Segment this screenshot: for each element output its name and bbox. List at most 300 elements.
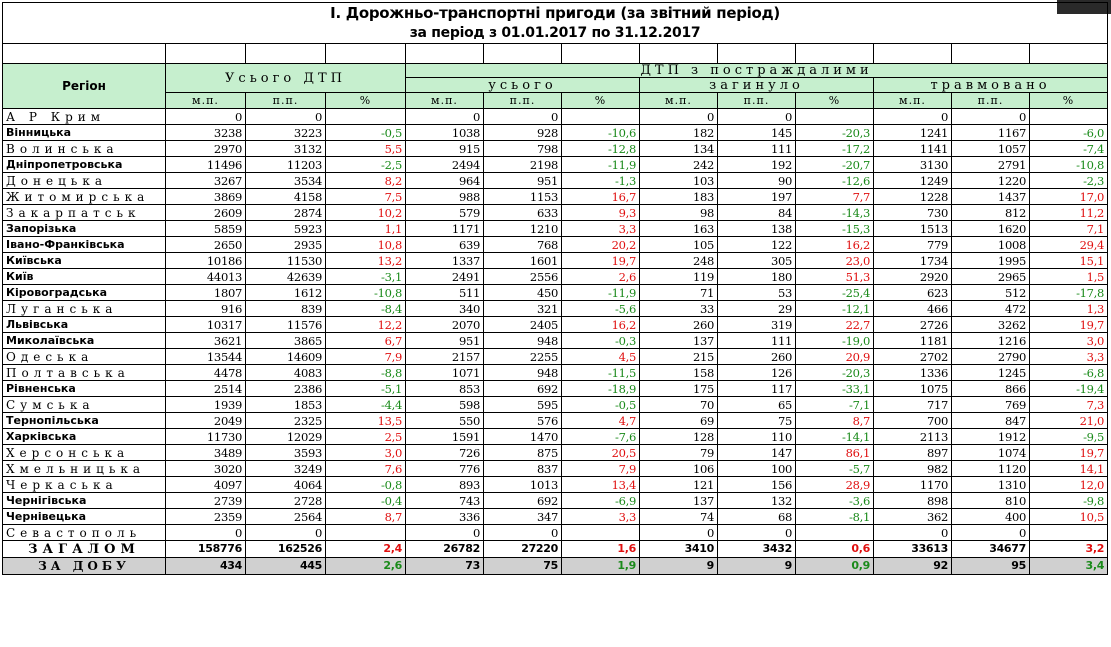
total-row <box>3 541 1108 558</box>
value-cell: 964 <box>406 173 484 189</box>
table-row <box>3 525 1108 541</box>
percent-cell: -17,8 <box>1030 285 1108 301</box>
table-row <box>3 285 1108 301</box>
value-cell: 692 <box>484 381 562 397</box>
value-cell: 260 <box>640 317 718 333</box>
percent-cell: 3,3 <box>562 221 640 237</box>
region-name: Запорізька <box>3 221 166 237</box>
table-row <box>3 445 1108 461</box>
value-cell: 1008 <box>952 237 1030 253</box>
value-cell: 2564 <box>246 509 326 525</box>
value-cell: 9 <box>718 558 796 575</box>
value-cell: 111 <box>718 333 796 349</box>
subheader-injured-pct: % <box>1030 93 1108 109</box>
value-cell: 1057 <box>952 141 1030 157</box>
value-cell: 122 <box>718 237 796 253</box>
table-body <box>3 109 1108 575</box>
day-row <box>3 558 1108 575</box>
value-cell: 147 <box>718 445 796 461</box>
value-cell: 466 <box>874 301 952 317</box>
value-cell: 33613 <box>874 541 952 558</box>
percent-cell: -8,1 <box>796 509 874 525</box>
value-cell: 769 <box>952 397 1030 413</box>
percent-cell: 29,4 <box>1030 237 1108 253</box>
value-cell: 639 <box>406 237 484 253</box>
value-cell: 156 <box>718 477 796 493</box>
percent-cell: 11,2 <box>1030 205 1108 221</box>
value-cell: 1620 <box>952 221 1030 237</box>
value-cell: 768 <box>484 237 562 253</box>
value-cell: 3238 <box>166 125 246 141</box>
percent-cell: -14,3 <box>796 205 874 221</box>
value-cell: 75 <box>718 413 796 429</box>
percent-cell: 7,3 <box>1030 397 1108 413</box>
subheader-row <box>3 93 1108 109</box>
value-cell: 700 <box>874 413 952 429</box>
percent-cell: 13,4 <box>562 477 640 493</box>
value-cell: 743 <box>406 493 484 509</box>
percent-cell <box>796 525 874 541</box>
subheader-injured-mp: м.п. <box>874 93 952 109</box>
value-cell: 3869 <box>166 189 246 205</box>
value-cell: 3020 <box>166 461 246 477</box>
percent-cell: -10,8 <box>1030 157 1108 173</box>
value-cell: 138 <box>718 221 796 237</box>
value-cell: 812 <box>952 205 1030 221</box>
percent-cell: 20,5 <box>562 445 640 461</box>
value-cell: 79 <box>640 445 718 461</box>
percent-cell: 19,7 <box>562 253 640 269</box>
value-cell: 916 <box>166 301 246 317</box>
value-cell: 13544 <box>166 349 246 365</box>
value-cell: 11576 <box>246 317 326 333</box>
value-cell: 0 <box>640 525 718 541</box>
value-cell: 1210 <box>484 221 562 237</box>
value-cell: 27220 <box>484 541 562 558</box>
region-name: Сумська <box>3 397 166 413</box>
value-cell: 853 <box>406 381 484 397</box>
value-cell: 44013 <box>166 269 246 285</box>
value-cell: 1337 <box>406 253 484 269</box>
value-cell: 5923 <box>246 221 326 237</box>
percent-cell: 20,9 <box>796 349 874 365</box>
value-cell: 2702 <box>874 349 952 365</box>
percent-cell: -2,3 <box>1030 173 1108 189</box>
value-cell: 0 <box>874 109 952 125</box>
value-cell: 145 <box>718 125 796 141</box>
table-row <box>3 509 1108 525</box>
percent-cell: 15,1 <box>1030 253 1108 269</box>
value-cell: 362 <box>874 509 952 525</box>
value-cell: 92 <box>874 558 952 575</box>
value-cell: 2255 <box>484 349 562 365</box>
percent-cell: 3,2 <box>1030 541 1108 558</box>
value-cell: 182 <box>640 125 718 141</box>
value-cell: 3534 <box>246 173 326 189</box>
percent-cell: 10,5 <box>1030 509 1108 525</box>
subheader-all-pct: % <box>562 93 640 109</box>
value-cell: 1170 <box>874 477 952 493</box>
value-cell: 0 <box>874 525 952 541</box>
percent-cell: -15,3 <box>796 221 874 237</box>
value-cell: 1310 <box>952 477 1030 493</box>
value-cell: 10317 <box>166 317 246 333</box>
value-cell: 11203 <box>246 157 326 173</box>
table-row <box>3 365 1108 381</box>
value-cell: 623 <box>874 285 952 301</box>
value-cell: 134 <box>640 141 718 157</box>
percent-cell: -14,1 <box>796 429 874 445</box>
value-cell: 110 <box>718 429 796 445</box>
percent-cell: 7,7 <box>796 189 874 205</box>
value-cell: 0 <box>246 109 326 125</box>
value-cell: 347 <box>484 509 562 525</box>
region-name: А Р Крим <box>3 109 166 125</box>
value-cell: 2726 <box>874 317 952 333</box>
percent-cell: 4,7 <box>562 413 640 429</box>
value-cell: 128 <box>640 429 718 445</box>
region-name: ЗА ДОБУ <box>3 558 166 575</box>
value-cell: 260 <box>718 349 796 365</box>
header-all: усього <box>406 78 640 93</box>
percent-cell: 1,9 <box>562 558 640 575</box>
percent-cell: 12,2 <box>326 317 406 333</box>
value-cell: 897 <box>874 445 952 461</box>
value-cell: 450 <box>484 285 562 301</box>
value-cell: 1912 <box>952 429 1030 445</box>
value-cell: 2494 <box>406 157 484 173</box>
percent-cell: 7,9 <box>326 349 406 365</box>
region-name: Херсонська <box>3 445 166 461</box>
value-cell: 34677 <box>952 541 1030 558</box>
value-cell: 119 <box>640 269 718 285</box>
table-row <box>3 109 1108 125</box>
value-cell: 579 <box>406 205 484 221</box>
value-cell: 14609 <box>246 349 326 365</box>
table-row <box>3 173 1108 189</box>
percent-cell: 2,6 <box>562 269 640 285</box>
subheader-killed-pct: % <box>796 93 874 109</box>
value-cell: 951 <box>484 173 562 189</box>
percent-cell: 7,9 <box>562 461 640 477</box>
percent-cell: -12,1 <box>796 301 874 317</box>
percent-cell: 3,4 <box>1030 558 1108 575</box>
table-row <box>3 493 1108 509</box>
region-name: Дніпропетровська <box>3 157 166 173</box>
percent-cell: -19,0 <box>796 333 874 349</box>
value-cell: 982 <box>874 461 952 477</box>
value-cell: 12029 <box>246 429 326 445</box>
value-cell: 550 <box>406 413 484 429</box>
value-cell: 1807 <box>166 285 246 301</box>
value-cell: 4083 <box>246 365 326 381</box>
value-cell: 70 <box>640 397 718 413</box>
percent-cell: 0,6 <box>796 541 874 558</box>
value-cell: 9 <box>640 558 718 575</box>
value-cell: 75 <box>484 558 562 575</box>
value-cell: 3865 <box>246 333 326 349</box>
header-region: Регіон <box>3 64 166 109</box>
region-name: Житомирська <box>3 189 166 205</box>
value-cell: 988 <box>406 189 484 205</box>
percent-cell: 8,7 <box>796 413 874 429</box>
value-cell: 1228 <box>874 189 952 205</box>
value-cell: 898 <box>874 493 952 509</box>
value-cell: 948 <box>484 365 562 381</box>
value-cell: 162526 <box>246 541 326 558</box>
percent-cell: 10,8 <box>326 237 406 253</box>
value-cell: 0 <box>166 525 246 541</box>
percent-cell <box>796 109 874 125</box>
value-cell: 717 <box>874 397 952 413</box>
value-cell: 1167 <box>952 125 1030 141</box>
percent-cell: 1,6 <box>562 541 640 558</box>
percent-cell: -6,8 <box>1030 365 1108 381</box>
value-cell: 95 <box>952 558 1030 575</box>
percent-cell: 14,1 <box>1030 461 1108 477</box>
value-cell: 3249 <box>246 461 326 477</box>
value-cell: 730 <box>874 205 952 221</box>
percent-cell: 86,1 <box>796 445 874 461</box>
value-cell: 595 <box>484 397 562 413</box>
value-cell: 3432 <box>718 541 796 558</box>
value-cell: 847 <box>952 413 1030 429</box>
value-cell: 126 <box>718 365 796 381</box>
region-name: Миколаївська <box>3 333 166 349</box>
value-cell: 29 <box>718 301 796 317</box>
value-cell: 65 <box>718 397 796 413</box>
percent-cell: 3,3 <box>562 509 640 525</box>
percent-cell: -9,5 <box>1030 429 1108 445</box>
region-name: Київ <box>3 269 166 285</box>
value-cell: 2650 <box>166 237 246 253</box>
percent-cell: -0,5 <box>562 397 640 413</box>
value-cell: 2935 <box>246 237 326 253</box>
table-row <box>3 205 1108 221</box>
value-cell: 1995 <box>952 253 1030 269</box>
percent-cell <box>326 525 406 541</box>
value-cell: 633 <box>484 205 562 221</box>
header-killed: загинуло <box>640 78 874 93</box>
value-cell: 1181 <box>874 333 952 349</box>
percent-cell <box>1030 525 1108 541</box>
region-name: Івано-Франківська <box>3 237 166 253</box>
region-name: Київська <box>3 253 166 269</box>
percent-cell: 0,9 <box>796 558 874 575</box>
percent-cell: 7,6 <box>326 461 406 477</box>
region-name: Харківська <box>3 429 166 445</box>
value-cell: 2965 <box>952 269 1030 285</box>
value-cell: 2491 <box>406 269 484 285</box>
region-name: Полтавська <box>3 365 166 381</box>
value-cell: 1513 <box>874 221 952 237</box>
percent-cell: -12,6 <box>796 173 874 189</box>
report-period: за період з 01.01.2017 по 31.12.2017 <box>3 23 1108 44</box>
table-row <box>3 253 1108 269</box>
subheader-killed-pp: п.п. <box>718 93 796 109</box>
percent-cell: -9,8 <box>1030 493 1108 509</box>
value-cell: 137 <box>640 493 718 509</box>
value-cell: 1470 <box>484 429 562 445</box>
value-cell: 4478 <box>166 365 246 381</box>
percent-cell: 7,1 <box>1030 221 1108 237</box>
value-cell: 915 <box>406 141 484 157</box>
subheader-injured-pp: п.п. <box>952 93 1030 109</box>
table-row <box>3 237 1108 253</box>
table-row <box>3 397 1108 413</box>
table-row <box>3 269 1108 285</box>
value-cell: 100 <box>718 461 796 477</box>
percent-cell: 13,5 <box>326 413 406 429</box>
value-cell: 242 <box>640 157 718 173</box>
percent-cell: -25,4 <box>796 285 874 301</box>
value-cell: 121 <box>640 477 718 493</box>
table-row <box>3 477 1108 493</box>
value-cell: 3267 <box>166 173 246 189</box>
percent-cell: 51,3 <box>796 269 874 285</box>
value-cell: 1591 <box>406 429 484 445</box>
percent-cell: 23,0 <box>796 253 874 269</box>
region-name: Кіровоградська <box>3 285 166 301</box>
region-name: Вінницька <box>3 125 166 141</box>
value-cell: 90 <box>718 173 796 189</box>
value-cell: 2049 <box>166 413 246 429</box>
value-cell: 11730 <box>166 429 246 445</box>
value-cell: 11530 <box>246 253 326 269</box>
value-cell: 132 <box>718 493 796 509</box>
value-cell: 103 <box>640 173 718 189</box>
percent-cell: 2,5 <box>326 429 406 445</box>
table-row <box>3 333 1108 349</box>
value-cell: 158 <box>640 365 718 381</box>
value-cell: 726 <box>406 445 484 461</box>
value-cell: 2728 <box>246 493 326 509</box>
region-name: Чернівецька <box>3 509 166 525</box>
value-cell: 2113 <box>874 429 952 445</box>
value-cell: 893 <box>406 477 484 493</box>
value-cell: 1075 <box>874 381 952 397</box>
subheader-all-pp: п.п. <box>484 93 562 109</box>
subheader-total-pp: п.п. <box>246 93 326 109</box>
percent-cell: -3,1 <box>326 269 406 285</box>
value-cell: 158776 <box>166 541 246 558</box>
percent-cell: -10,8 <box>326 285 406 301</box>
value-cell: 4097 <box>166 477 246 493</box>
subheader-all-mp: м.п. <box>406 93 484 109</box>
value-cell: 0 <box>484 109 562 125</box>
value-cell: 1437 <box>952 189 1030 205</box>
percent-cell: -0,3 <box>562 333 640 349</box>
value-cell: 3489 <box>166 445 246 461</box>
value-cell: 1171 <box>406 221 484 237</box>
value-cell: 192 <box>718 157 796 173</box>
table-row <box>3 317 1108 333</box>
value-cell: 3132 <box>246 141 326 157</box>
percent-cell: -5,6 <box>562 301 640 317</box>
value-cell: 0 <box>484 525 562 541</box>
spacer-row <box>3 44 1108 64</box>
value-cell: 1141 <box>874 141 952 157</box>
percent-cell: -7,1 <box>796 397 874 413</box>
value-cell: 74 <box>640 509 718 525</box>
value-cell: 69 <box>640 413 718 429</box>
value-cell: 111 <box>718 141 796 157</box>
value-cell: 3262 <box>952 317 1030 333</box>
value-cell: 1601 <box>484 253 562 269</box>
value-cell: 53 <box>718 285 796 301</box>
percent-cell: 20,2 <box>562 237 640 253</box>
percent-cell: -0,4 <box>326 493 406 509</box>
value-cell: 0 <box>952 525 1030 541</box>
value-cell: 798 <box>484 141 562 157</box>
value-cell: 1216 <box>952 333 1030 349</box>
value-cell: 2556 <box>484 269 562 285</box>
value-cell: 2386 <box>246 381 326 397</box>
value-cell: 837 <box>484 461 562 477</box>
value-cell: 0 <box>718 525 796 541</box>
percent-cell <box>562 525 640 541</box>
value-cell: 776 <box>406 461 484 477</box>
value-cell: 11496 <box>166 157 246 173</box>
value-cell: 305 <box>718 253 796 269</box>
value-cell: 1013 <box>484 477 562 493</box>
percent-cell: -20,3 <box>796 365 874 381</box>
percent-cell: 16,2 <box>796 237 874 253</box>
percent-cell: -10,6 <box>562 125 640 141</box>
value-cell: 0 <box>640 109 718 125</box>
region-name: Львівська <box>3 317 166 333</box>
value-cell: 3410 <box>640 541 718 558</box>
percent-cell: 2,6 <box>326 558 406 575</box>
percent-cell: -7,4 <box>1030 141 1108 157</box>
report-title: І. Дорожньо-транспортні пригоди (за звітний період) <box>3 3 1108 24</box>
value-cell: 0 <box>952 109 1030 125</box>
value-cell: 1245 <box>952 365 1030 381</box>
value-cell: 105 <box>640 237 718 253</box>
value-cell: 183 <box>640 189 718 205</box>
value-cell: 779 <box>874 237 952 253</box>
value-cell: 319 <box>718 317 796 333</box>
value-cell: 5859 <box>166 221 246 237</box>
percent-cell: 2,4 <box>326 541 406 558</box>
value-cell: 1220 <box>952 173 1030 189</box>
percent-cell: -33,1 <box>796 381 874 397</box>
percent-cell: -6,9 <box>562 493 640 509</box>
value-cell: 2405 <box>484 317 562 333</box>
region-name: Донецька <box>3 173 166 189</box>
value-cell: 98 <box>640 205 718 221</box>
value-cell: 175 <box>640 381 718 397</box>
value-cell: 0 <box>246 525 326 541</box>
value-cell: 3223 <box>246 125 326 141</box>
region-name: Луганська <box>3 301 166 317</box>
value-cell: 472 <box>952 301 1030 317</box>
value-cell: 0 <box>718 109 796 125</box>
value-cell: 197 <box>718 189 796 205</box>
value-cell: 2198 <box>484 157 562 173</box>
value-cell: 10186 <box>166 253 246 269</box>
value-cell: 0 <box>166 109 246 125</box>
percent-cell: 17,0 <box>1030 189 1108 205</box>
percent-cell: 1,5 <box>1030 269 1108 285</box>
table-row <box>3 301 1108 317</box>
value-cell: 2514 <box>166 381 246 397</box>
value-cell: 1249 <box>874 173 952 189</box>
table-row <box>3 221 1108 237</box>
value-cell: 4158 <box>246 189 326 205</box>
value-cell: 321 <box>484 301 562 317</box>
value-cell: 1153 <box>484 189 562 205</box>
